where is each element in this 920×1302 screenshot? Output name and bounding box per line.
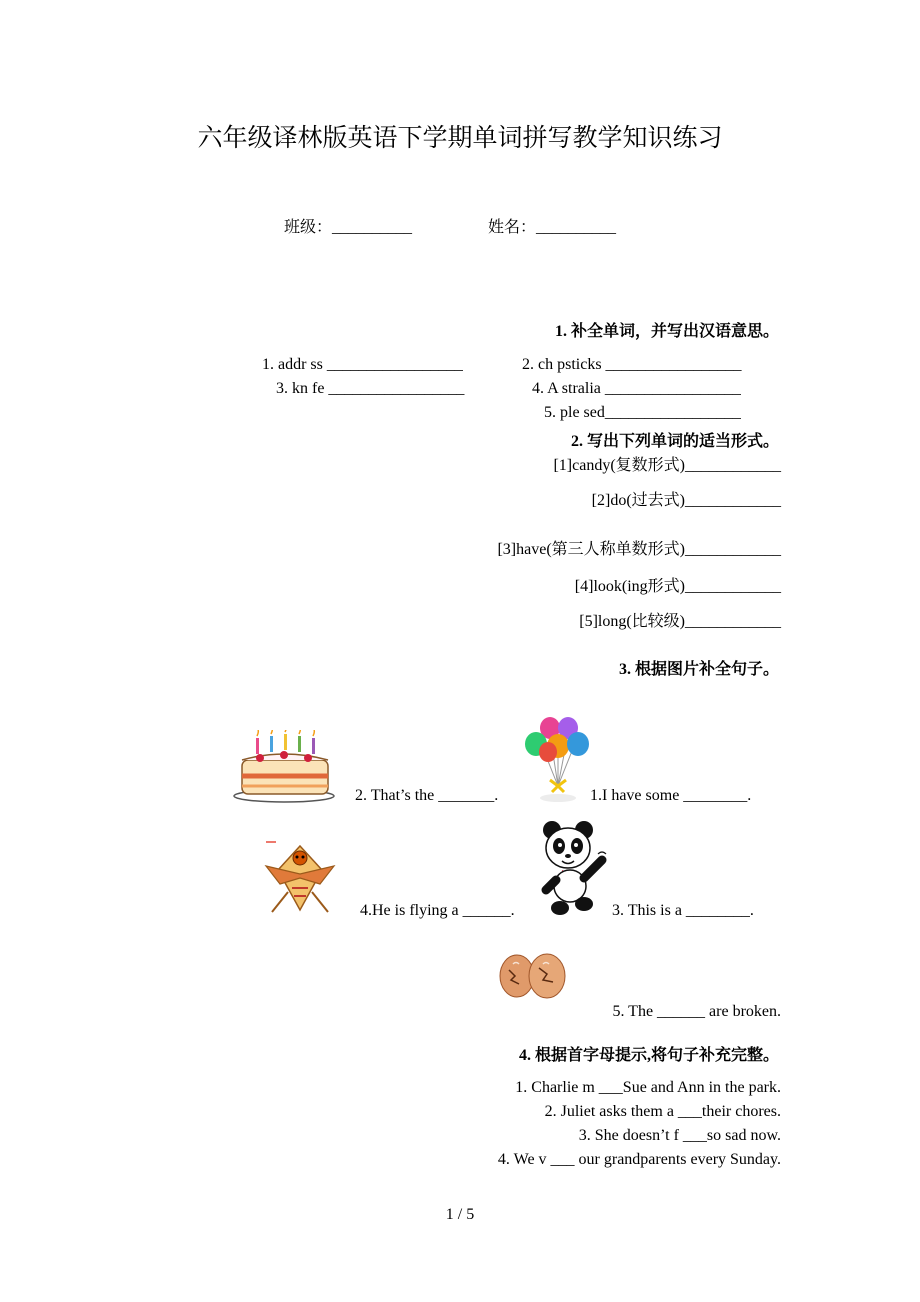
s3-item-kite: 4.He is flying a ______. (360, 902, 515, 919)
s2-item-4: [4]look(ing形式)____________ (574, 578, 781, 595)
name-blank: __________ (536, 219, 617, 236)
name-field (488, 214, 616, 237)
s2-item-1: [1]candy(复数形式)____________ (553, 457, 781, 474)
s1-item-4: 4. A stralia _________________ (532, 380, 741, 397)
s1-item-2: 2. ch psticks _________________ (522, 356, 742, 373)
class-field (284, 214, 412, 237)
s1-item-5: 5. ple sed_________________ (544, 404, 741, 421)
name-label: 姓名： (488, 219, 537, 236)
s4-item-1: 1. Charlie m ___Sue and Ann in the park. (515, 1079, 781, 1096)
s2-item-5: [5]long(比较级)____________ (579, 613, 781, 630)
s1-item-1: 1. addr ss _________________ (262, 356, 463, 373)
s4-item-3: 3. She doesn’t f ___so sad now. (578, 1127, 781, 1144)
s3-item-cake: 2. That’s the _______. (355, 787, 499, 804)
panda-icon (538, 820, 616, 918)
s3-item-balloons: 1.I have some ________. (590, 787, 752, 804)
s2-item-3: [3]have(第三人称单数形式)____________ (497, 541, 781, 558)
section4-heading: 4. 根据首字母提示,将句子补充完整。 (518, 1047, 779, 1064)
s2-item-2: [2]do(过去式)____________ (591, 492, 781, 509)
kite-icon (262, 836, 338, 916)
s1-item-3: 3. kn fe _________________ (276, 380, 465, 397)
section3-heading: 3. 根据图片补全句子。 (618, 661, 779, 678)
class-blank: __________ (332, 219, 413, 236)
cake-icon (232, 730, 336, 804)
page-number: 1 / 5 (445, 1206, 475, 1223)
class-label: 班级： (284, 219, 333, 236)
s4-item-4: 4. We v ___ our grandparents every Sunday. (497, 1151, 781, 1168)
section2-heading: 2. 写出下列单词的适当形式。 (570, 433, 779, 450)
balloons-icon (522, 716, 594, 804)
s3-item-panda: 3. This is a ________. (612, 902, 754, 919)
page-title: 六年级译林版英语下学期单词拼写教学知识练习 (197, 125, 723, 152)
s3-item-eggs: 5. The ______ are broken. (612, 1003, 781, 1020)
s4-item-2: 2. Juliet asks them a ___their chores. (544, 1103, 781, 1120)
section1-heading: 1. 补全单词，并写出汉语意思。 (554, 323, 779, 340)
eggs-icon (497, 952, 569, 1002)
